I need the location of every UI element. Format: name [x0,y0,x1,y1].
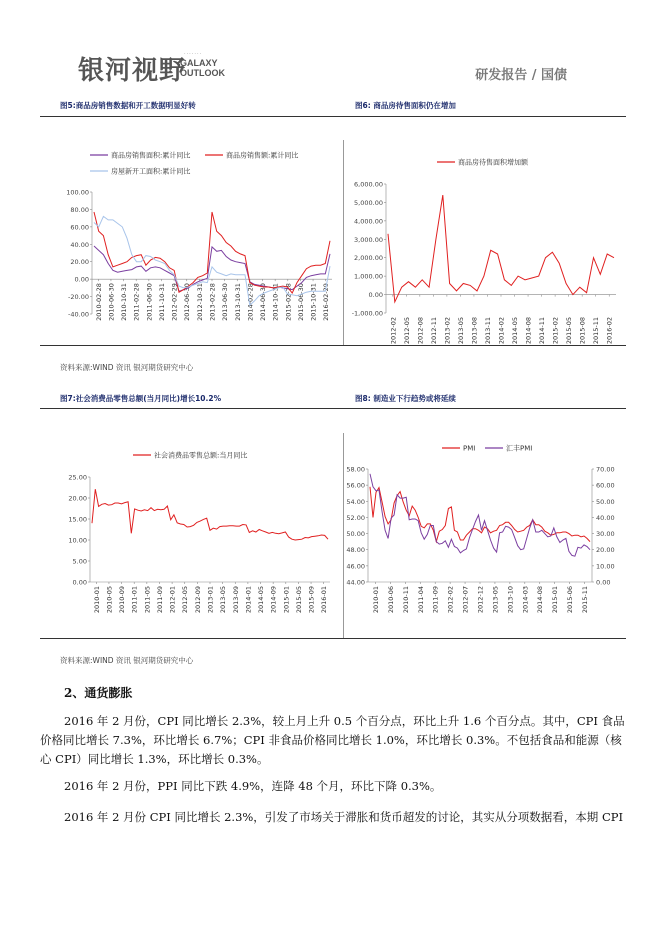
fig5-y-tick-label: -40.00 [68,310,89,319]
logo-dots: ······· [184,51,203,57]
fig7-x-tick-label: 2012-01 [168,586,177,614]
fig7-legend-label: 社会消费品零售总额:当月同比 [154,451,248,460]
fig5-legend-label: 商品房销售额:累计同比 [226,151,299,160]
fig7-y-tick-label: 25.00 [68,473,87,482]
fig7-series-0-line [92,489,328,540]
logo-wordmark: 银河视野 [78,56,187,86]
fig7-x-tick-label: 2010-05 [105,586,114,614]
fig5-x-tick-label: 2010-10-31 [120,283,129,321]
fig8-legend-label: 汇丰PMI [506,444,533,453]
fig6-x-tick-label: 2013-08 [470,317,479,345]
fig5-y-tick-label: 40.00 [70,240,89,249]
fig8-y-tick-label: 58.00 [346,465,365,474]
chart-fig5 [40,117,343,345]
fig8-y2-tick-label: 20.00 [596,546,615,555]
fig6-x-tick-label: 2013-11 [483,317,492,345]
fig7-y-tick-label: 15.00 [68,515,87,524]
fig7-y-tick-label: 5.00 [72,557,87,566]
fig8-legend-label: PMI [463,444,476,453]
paragraph-cpi: 2016 年 2 月份，CPI 同比增长 2.3%，较上月上升 0.5 个百分点，环比上升 1.6 个百分点。其中，CPI 食品价格同比增长 7.3%，环比增长 6.7%；CPI 非食品价格同比增长 1.0%，环比增长 0.3%。不包括食品和能源（核心 CPI）同比增长 1.3%，环比增长 0.3%。 [40,714,625,766]
paragraph-ppi: 2016 年 2 月份，PPI 同比下跌 4.9%，连降 48 个月，环比下降 0.3%。 [64,779,442,793]
fig5-x-tick-label: 2011-02-28 [132,283,141,321]
fig7-x-tick-label: 2012-09 [193,586,202,614]
fig5-x-tick-label: 2013-06-30 [221,283,230,321]
fig7-x-tick-label: 2013-01 [206,586,215,614]
fig8-x-tick-label: 2010-01 [371,586,380,614]
fig5-x-tick-label: 2013-02-28 [208,283,217,321]
fig6-x-tick-label: 2012-11 [429,317,438,345]
fig6-x-tick-label: 2012-02 [389,317,398,345]
fig5-x-tick-label: 2015-10-31 [309,283,318,321]
fig7-x-tick-label: 2016-01 [320,586,329,614]
fig6-x-tick-label: 2016-02 [605,317,614,345]
figure-8-title: 图8: 制造业下行趋势或将延续 [355,394,456,403]
fig5-legend-label: 商品房销售面积:累计同比 [111,151,191,160]
fig7-x-tick-label: 2014-05 [257,586,266,614]
fig8-x-tick-label: 2012-07 [461,586,470,614]
fig7-x-tick-label: 2014-01 [244,586,253,614]
fig5-x-tick-label: 2011-06-30 [145,283,154,321]
fig7-y-tick-label: 20.00 [68,494,87,503]
fig7-x-tick-label: 2013-09 [231,586,240,614]
fig8-series-0-line [370,487,590,542]
fig5-x-tick-label: 2010-02-28 [94,283,103,321]
fig5-y-tick-label: 80.00 [70,205,89,214]
fig7-x-tick-label: 2013-05 [219,586,228,614]
fig8-x-tick-label: 2012-02 [446,586,455,614]
figure-5-title: 图5:商品房销售数据和开工数据明显好转 [60,101,196,110]
fig5-y-tick-label: 0.00 [74,275,89,284]
figure-row1-bottom-rule [40,345,626,346]
fig5-y-tick-label: 20.00 [70,258,89,267]
fig8-y2-tick-label: 60.00 [596,481,615,490]
fig6-x-tick-label: 2012-05 [402,317,411,345]
chart-fig6 [344,117,626,345]
fig5-y-tick-label: 100.00 [66,188,89,197]
paragraph-discussion: 2016 年 2 月份 CPI 同比增长 2.3%，引发了市场关于滞胀和货币超发的讨论，其实从分项数据看，本期 CPI [64,810,624,824]
fig6-y-tick-label: 3,000.00 [354,235,383,244]
fig8-y-tick-label: 44.00 [346,578,365,587]
fig7-x-tick-label: 2011-01 [130,586,139,614]
fig6-x-tick-label: 2015-08 [578,317,587,345]
fig7-x-tick-label: 2014-09 [269,586,278,614]
fig8-x-tick-label: 2013-05 [491,586,500,614]
fig6-x-tick-label: 2015-05 [565,317,574,345]
fig6-x-tick-label: 2014-02 [497,317,506,345]
fig5-x-tick-label: 2012-10-31 [195,283,204,321]
fig7-x-tick-label: 2011-05 [143,586,152,614]
fig8-y-tick-label: 52.00 [346,513,365,522]
fig8-x-tick-label: 2014-03 [521,586,530,614]
source-note-1: 资料来源:WIND 资讯 银河期货研究中心 [60,363,194,372]
fig8-y2-tick-label: 30.00 [596,530,615,539]
fig5-y-tick-label: 60.00 [70,223,89,232]
fig8-series-1-line [370,474,590,556]
fig6-x-tick-label: 2015-11 [592,317,601,345]
fig7-y-tick-label: 0.00 [72,578,87,587]
chart-fig8 [344,409,626,638]
fig8-x-tick-label: 2012-12 [476,586,485,614]
fig6-x-tick-label: 2014-11 [538,317,547,345]
fig8-y2-tick-label: 40.00 [596,513,615,522]
fig5-x-tick-label: 2010-06-30 [107,283,116,321]
fig6-legend-label: 商品房待售面积增加额 [458,158,528,167]
fig8-x-tick-label: 2010-06 [386,586,395,614]
fig8-x-tick-label: 2011-09 [431,586,440,614]
fig8-x-tick-label: 2011-04 [416,586,425,614]
fig8-x-tick-label: 2010-11 [401,586,410,614]
fig6-series-0-line [388,195,614,302]
fig8-x-tick-label: 2013-10 [506,586,515,614]
fig5-x-tick-label: 2012-06-30 [183,283,192,321]
fig7-x-tick-label: 2010-09 [118,586,127,614]
fig8-x-tick-label: 2015-06 [566,586,575,614]
fig6-y-tick-label: 5,000.00 [354,198,383,207]
fig6-y-tick-label: 2,000.00 [354,254,383,263]
fig5-x-tick-label: 2014-02-28 [246,283,255,321]
logo-english [180,58,225,78]
figure-7-title: 图7:社会消费品零售总额(当月同比)增长10.2% [60,394,222,403]
fig8-x-tick-label: 2015-11 [581,586,590,614]
fig8-y-tick-label: 56.00 [346,481,365,490]
fig6-x-tick-label: 2015-02 [551,317,560,345]
fig8-y-tick-label: 54.00 [346,497,365,506]
fig5-legend-label: 房屋新开工面积:累计同比 [111,167,191,176]
fig6-x-tick-label: 2014-08 [524,317,533,345]
chart-fig7 [40,409,343,638]
logo-english-line2: OUTLOOK [180,68,225,78]
fig6-x-tick-label: 2012-08 [416,317,425,345]
fig7-x-tick-label: 2015-01 [282,586,291,614]
fig6-y-tick-label: -1,000.00 [351,309,383,318]
fig7-x-tick-label: 2015-09 [307,586,316,614]
figure-6-title: 图6: 商品房待售面积仍在增加 [355,101,456,110]
fig5-y-tick-label: -20.00 [68,293,89,302]
fig8-y2-tick-label: 10.00 [596,562,615,571]
figure-row2-bottom-rule [40,638,626,639]
fig7-x-tick-label: 2010-01 [92,586,101,614]
fig5-x-tick-label: 2016-02-29 [322,283,331,321]
fig5-x-tick-label: 2013-10-31 [233,283,242,321]
fig8-x-tick-label: 2015-01 [551,586,560,614]
fig8-y2-tick-label: 70.00 [596,465,615,474]
fig8-y-tick-label: 48.00 [346,546,365,555]
fig6-x-tick-label: 2013-02 [443,317,452,345]
fig5-x-tick-label: 2012-02-29 [170,283,179,321]
fig5-x-tick-label: 2015-02-28 [284,283,293,321]
fig6-y-tick-label: 4,000.00 [354,217,383,226]
fig7-x-tick-label: 2015-05 [294,586,303,614]
report-category: 研发报告 / 国债 [475,68,567,83]
fig5-x-tick-label: 2011-10-31 [157,283,166,321]
fig8-x-tick-label: 2014-08 [536,586,545,614]
fig5-x-tick-label: 2014-06-30 [259,283,268,321]
fig7-y-tick-label: 10.00 [68,536,87,545]
fig7-x-tick-label: 2012-05 [181,586,190,614]
fig6-y-tick-label: 1,000.00 [354,272,383,281]
fig8-y2-tick-label: 50.00 [596,497,615,506]
fig6-y-tick-label: 6,000.00 [354,180,383,189]
fig6-x-tick-label: 2013-05 [456,317,465,345]
fig6-x-tick-label: 2014-05 [511,317,520,345]
fig7-x-tick-label: 2011-09 [155,586,164,614]
fig6-y-tick-label: 0.00 [368,291,383,300]
fig5-x-tick-label: 2014-10-31 [271,283,280,321]
fig8-y2-tick-label: 0.00 [596,578,611,587]
fig5-x-tick-label: 2015-06-30 [296,283,305,321]
fig8-y-tick-label: 50.00 [346,530,365,539]
logo-english-line1: GALAXY [180,58,218,68]
section-heading-inflation: 2、通货膨胀 [64,686,133,700]
source-note-2: 资料来源:WIND 资讯 银河期货研究中心 [60,656,194,665]
fig8-y-tick-label: 46.00 [346,562,365,571]
